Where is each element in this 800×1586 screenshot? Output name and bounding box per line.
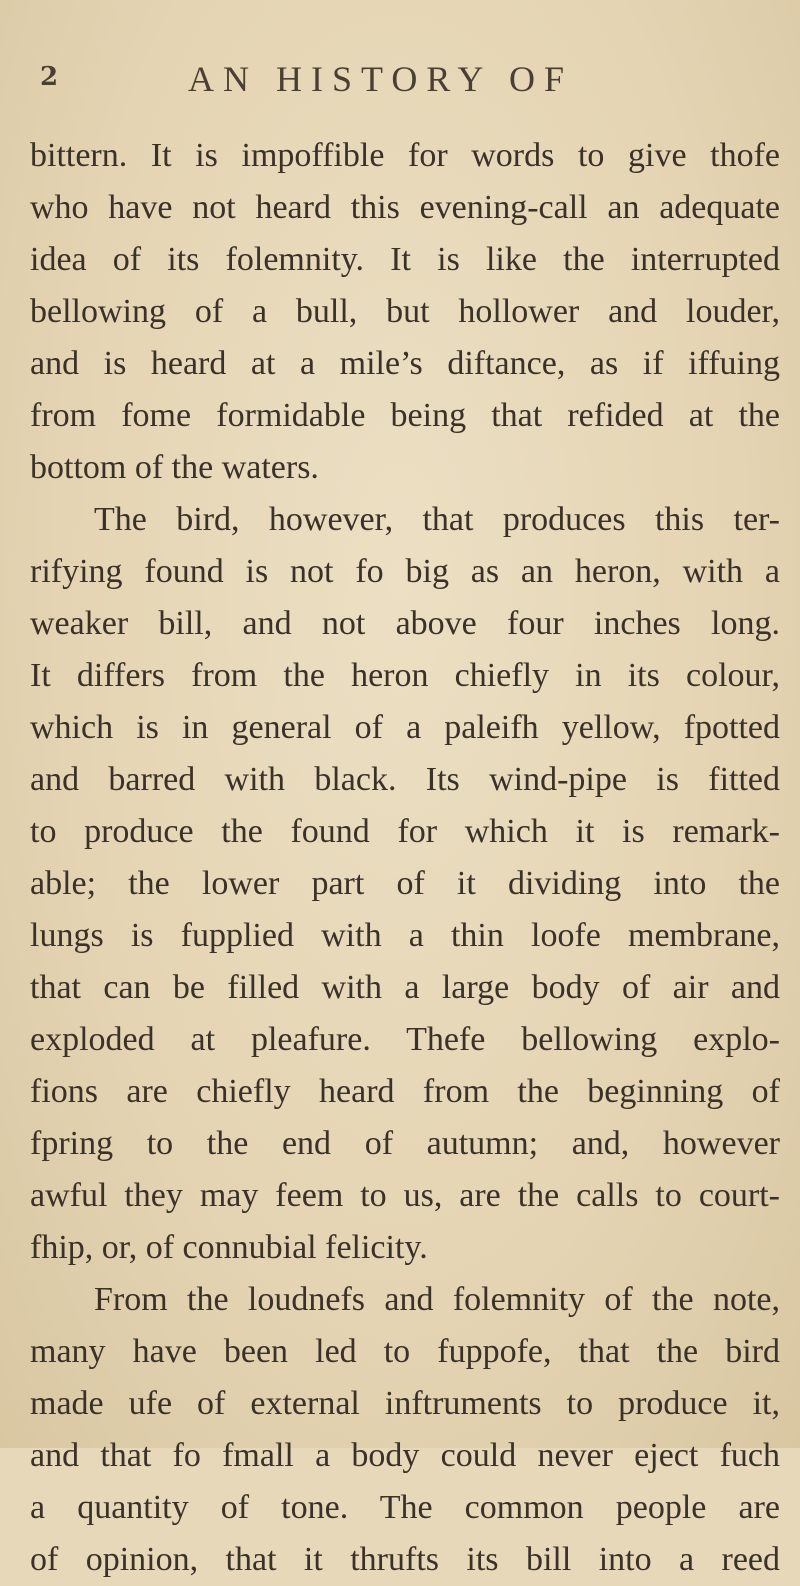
text-line: idea of its folemnity. It is like the interrupted	[30, 241, 780, 278]
text-line: bottom of the waters.	[30, 449, 319, 486]
text-line: and that fo fmall a body could never eject fuch	[30, 1437, 780, 1474]
text-line: many have been led to fuppofe, that the bird	[30, 1333, 780, 1370]
text-line: From the loudnefs and folemnity of the note,	[94, 1281, 780, 1318]
text-line: made ufe of external inftruments to produce it,	[30, 1385, 780, 1422]
text-line: The bird, however, that produces this ter-	[94, 501, 780, 538]
text-line: and barred with black. Its wind-pipe is fitted	[30, 761, 780, 798]
text-line: awful they may feem to us, are the calls to court-	[30, 1177, 780, 1214]
body-text	[30, 130, 780, 1586]
text-line: of opinion, that it thrufts its bill into a reed	[30, 1541, 780, 1578]
text-line: able; the lower part of it dividing into the	[30, 865, 780, 902]
text-line: from fome formidable being that refided at the	[30, 397, 780, 434]
text-line: rifying found is not fo big as an heron, with a	[30, 553, 780, 590]
page-number: 2	[40, 62, 59, 92]
text-line: weaker bill, and not above four inches long.	[30, 605, 780, 642]
text-line: fhip, or, of connubial felicity.	[30, 1229, 428, 1266]
text-line: which is in general of a paleifh yellow, fpotted	[30, 709, 780, 746]
text-line: that can be filled with a large body of air and	[30, 969, 780, 1006]
text-line: lungs is fupplied with a thin loofe membrane,	[30, 917, 780, 954]
text-line: It differs from the heron chiefly in its colour,	[30, 657, 780, 694]
text-line: fpring to the end of autumn; and, however	[30, 1125, 780, 1162]
text-line: to produce the found for which it is remark-	[30, 813, 780, 850]
text-line: bellowing of a bull, but hollower and louder,	[30, 293, 780, 330]
text-line: and is heard at a mile’s diftance, as if iffuing	[30, 345, 780, 382]
text-line: exploded at pleafure. Thefe bellowing explo-	[30, 1021, 780, 1058]
text-line: who have not heard this evening-call an adequate	[30, 189, 780, 226]
text-line: bittern. It is impoffible for words to give thofe	[30, 137, 780, 174]
text-line: a quantity of tone. The common people are	[30, 1489, 780, 1526]
running-head: AN HISTORY OF	[188, 59, 574, 99]
text-line: fions are chiefly heard from the beginning of	[30, 1073, 780, 1110]
page-header	[40, 58, 770, 98]
